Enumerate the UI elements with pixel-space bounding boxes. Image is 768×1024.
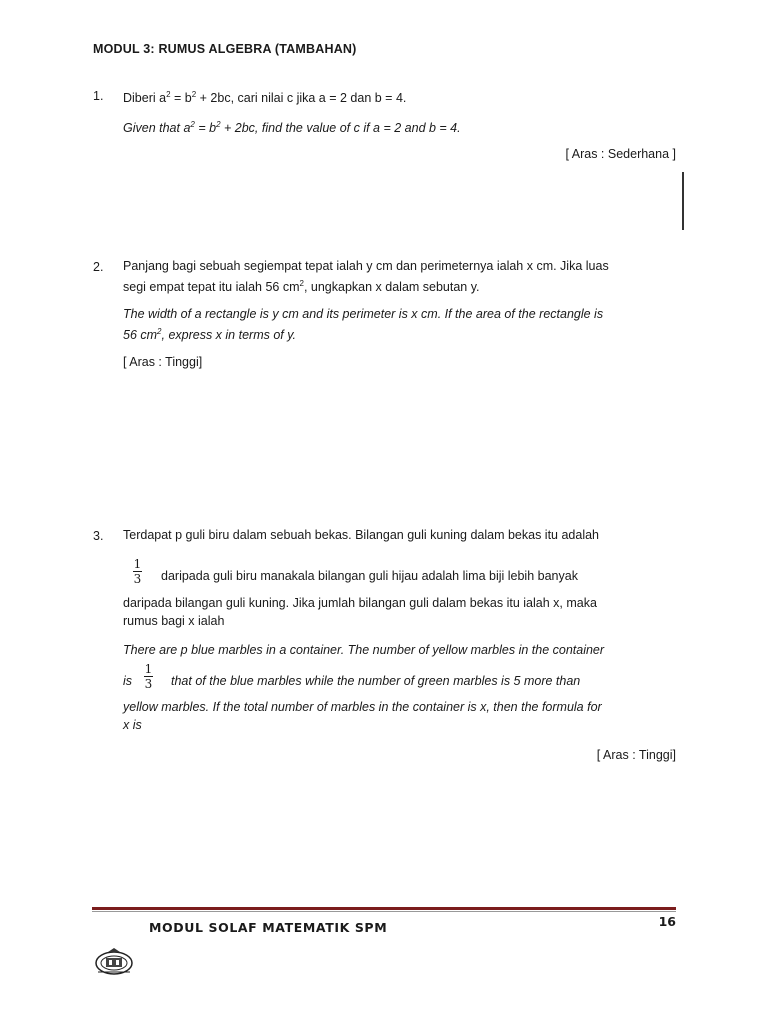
margin-line bbox=[682, 172, 684, 230]
fraction-one-third: 1 3 bbox=[133, 557, 142, 586]
difficulty-level: [ Aras : Tinggi] bbox=[123, 355, 203, 369]
question-text-malay: Panjang bagi sebuah segiempat tepat ialah y cm dan perimeternya ialah x cm. Jika luas bbox=[123, 259, 609, 273]
question-text-english: is bbox=[123, 674, 133, 688]
question-text-english: There are p blue marbles in a container. The number of yellow marbles in the container bbox=[123, 643, 605, 657]
difficulty-level: [ Aras : Tinggi] bbox=[596, 748, 676, 762]
footer-rule bbox=[92, 907, 676, 910]
question-text-malay: segi empat tepat itu ialah 56 $cm^2$, ungkapkan x dalam sebutan y. bbox=[123, 279, 480, 295]
question-text-english: that of the blue marbles while the number of green marbles is 5 more than bbox=[171, 674, 581, 688]
fraction-one-third: 1 3 bbox=[144, 662, 153, 691]
question-text-malay: rumus bagi x ialah bbox=[123, 614, 225, 628]
question-text-malay: daripada bilangan guli kuning. Jika jumlah bilangan guli dalam bekas itu ialah x, maka bbox=[123, 596, 597, 610]
footer-rule-thin bbox=[92, 911, 676, 912]
question-text-english: Given that $a^2 = b^2 + 2bc$, find the value of c if a = 2 and b = 4. bbox=[123, 120, 461, 136]
question-text-malay: Terdapat p guli biru dalam sebuah bekas. Bilangan guli kuning dalam bekas itu adalah bbox=[123, 528, 600, 542]
question-text-english: The width of a rectangle is y cm and its perimeter is x cm. If the area of the rectangle is bbox=[123, 307, 604, 321]
question-text-malay: daripada guli biru manakala bilangan guli hijau adalah lima biji lebih banyak bbox=[161, 569, 578, 583]
question-text-malay: Diberi $a^2 = b^2 + 2bc$, cari nilai c jika a = 2 dan b = 4. bbox=[123, 90, 407, 106]
school-crest-icon bbox=[94, 946, 134, 978]
question-number: 1. bbox=[93, 89, 104, 103]
question-text-english: yellow marbles. If the total number of marbles in the container is x, then the formula for bbox=[123, 700, 602, 714]
question-number: 3. bbox=[93, 529, 104, 543]
page-number: 16 bbox=[658, 914, 676, 929]
footer-title: MODUL SOLAF MATEMATIK SPM bbox=[149, 920, 388, 935]
question-text-english: x is bbox=[123, 718, 142, 732]
difficulty-level: [ Aras : Sederhana ] bbox=[565, 147, 676, 161]
question-text-english: 56 $cm^2$, express x in terms of y. bbox=[123, 327, 297, 343]
question-number: 2. bbox=[93, 260, 104, 274]
page-title: MODUL 3: RUMUS ALGEBRA (TAMBAHAN) bbox=[93, 42, 357, 56]
